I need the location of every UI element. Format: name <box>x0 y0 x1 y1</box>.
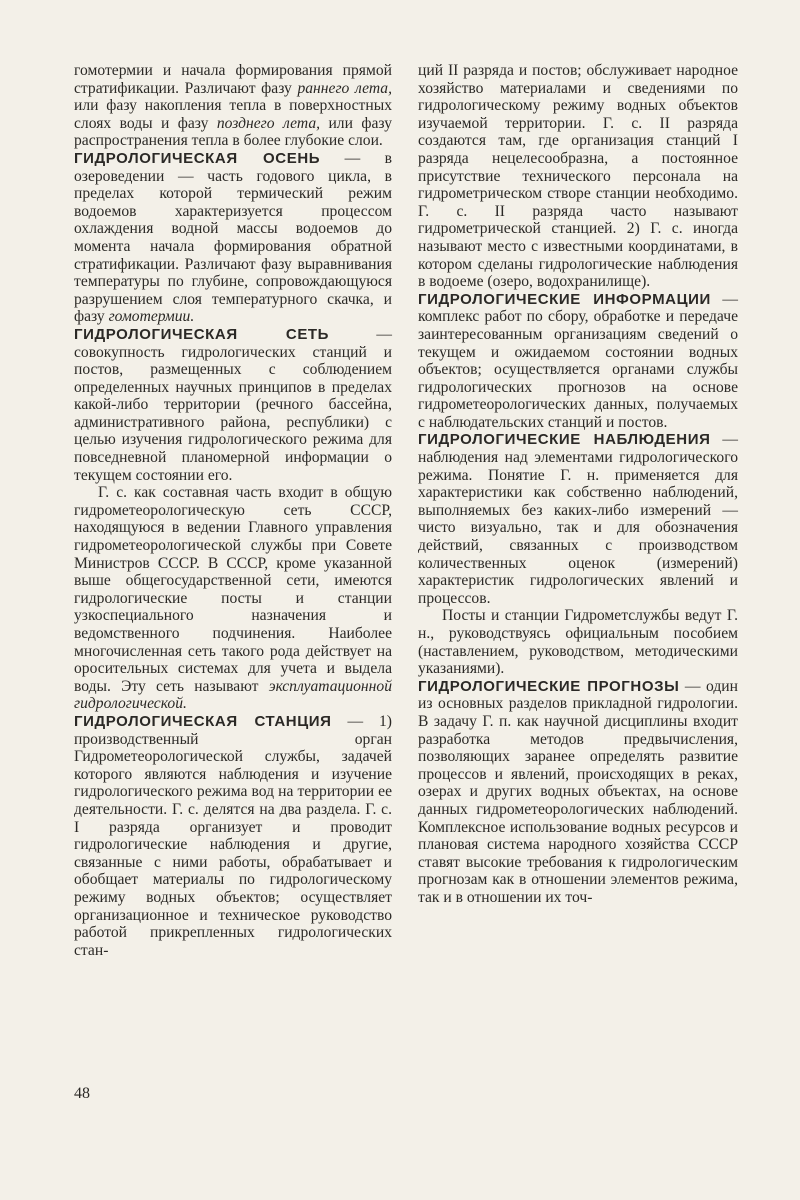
paragraph <box>74 484 392 713</box>
entry-term: ГИДРОЛОГИЧЕСКИЕ НАБЛЮДЕНИЯ <box>418 431 711 449</box>
body-text: Посты и станции Гидрометслужбы ведут Г. н., руководствуясь официальным пособием (наставлением, руководством, методическими указаниями). <box>418 607 738 678</box>
continued-paragraph <box>74 62 392 150</box>
dictionary-entry <box>74 326 392 484</box>
dictionary-entry <box>74 713 392 959</box>
body-text: — 1) производственный орган Гидрометеорологической службы, задачей которого являются наблюдения и изучение гидрологического режима вод на территории ее деятельности. Г. с. делятся на два раздела. Г. с. I разряда организует и проводит гидрологические наблюдения и другие, связанные с ними работы, обрабатывает и обобщает материалы по гидрологическому режиму водных объектов; осуществляет организационное и техническое руководство работой прикрепленных гидрологических стан- <box>74 712 392 959</box>
body-text: — совокупность гидрологических станций и постов, размещенных с соблюдением определенных научных принципов в пределах какой-либо территории (речного бассейна, административного района, республики) с целью изучения гидрологического режима для повседневной планомерной информации о текущем состоянии его. <box>74 325 392 484</box>
body-text: или фазу распространения тепла в более глубокие слои. <box>74 114 392 150</box>
entry-term: ГИДРОЛОГИЧЕСКИЕ ПРОГНОЗЫ <box>418 677 680 695</box>
entry-term: ГИДРОЛОГИЧЕСКАЯ СЕТЬ <box>74 325 330 343</box>
entry-term: ГИДРОЛОГИЧЕСКАЯ ОСЕНЬ <box>74 149 321 167</box>
page-number: 48 <box>74 1085 90 1102</box>
body-text: или фазу накопления тепла в поверхностных слоях воды и фазу <box>74 97 392 132</box>
body-text: — наблюдения над элементами гидрологического режима. Понятие Г. н. применяется для характеристики как собственно наблюдений, выполняемых без каких-либо измерений — чисто визуально, так и для обозначения действий, связанных с производством количественных оценок (измерений) характеристик гидрологических явлений и процессов. <box>418 431 738 607</box>
body-text: — в озероведении — часть годового цикла, в пределах которой термический режим водоемов характеризуется процессом охлаждения водной массы водоемов до момента начала формирования обратной стратификации. Различают фазу выравнивания температуры по глубине, сопровождающуюся разрушением слоя температурного скачка, и фазу <box>74 149 392 326</box>
dictionary-entry <box>418 431 738 607</box>
continued-paragraph <box>418 62 738 291</box>
body-text: Г. с. как составная часть входит в общую гидрометеорологическую сеть СССР, находящуюся в ведении Главного управления гидрометеорологической службы при Совете Министров СССР. В СССР, кроме указанной выше общегосударственной сети, имеются гидрологические посты и станции узкоспециального назначения и ведомственного подчинения. Наиболее многочисленная сеть такого рода действует на оросительных системах для учета и выдела воды. Эту сеть называют <box>74 484 392 695</box>
italic-term: эксплуатационной гидрологической. <box>74 677 392 713</box>
left-column <box>74 62 392 959</box>
italic-term: гомотермии. <box>108 308 195 326</box>
paragraph <box>418 607 738 677</box>
dictionary-entry <box>418 291 738 432</box>
italic-term: позднего лета, <box>216 114 321 132</box>
dictionary-entry <box>418 678 738 907</box>
body-text: ций II разряда и постов; обслуживает народное хозяйство материалами и сведениями по гидрологическому режиму водных объектов изучаемой территории. Г. с. II разряда создаются там, где организация станций I разряда нецелесообразна, а постоянное присутствие технического персонала на гидрометрическом створе станции необходимо. Г. с. II разряда часто называют гидрометрической станцией. 2) Г. с. иногда называют место с известными координатами, в котором сделаны гидрологические наблюдения в водоеме (озеро, водохранилище). <box>418 62 738 291</box>
body-text: — комплекс работ по сбору, обработке и передаче заинтересованным организациям сведений о текущем и ожидаемом состоянии водных объектов; осуществляется органами службы гидрологических прогнозов на основе гидрометеорологических данных, получаемых с наблюдательских станций и постов. <box>418 290 738 431</box>
body-text: — один из основных разделов прикладной гидрологии. В задачу Г. п. как научной дисциплины входит разработка методов предвычисления, позволяющих заранее определять развитие процессов и явлений, происходящих в реках, озерах и других водных объектах, на основе данных гидрометеорологических наблюдений. Комплексное использование водных ресурсов и плановая система народного хозяйства СССР ставят высокие требования к гидрологическим прогнозам как в отношении элементов режима, так и в отношении их точ- <box>418 677 738 906</box>
body-text: гомотермии и начала формирования прямой стратификации. Различают фазу <box>74 62 392 97</box>
dictionary-entry <box>74 150 392 326</box>
entry-term: ГИДРОЛОГИЧЕСКИЕ ИНФОРМАЦИИ <box>418 290 711 308</box>
italic-term: раннего лета, <box>297 79 392 97</box>
entry-term: ГИДРОЛОГИЧЕСКАЯ СТАНЦИЯ <box>74 712 332 730</box>
right-column <box>418 62 738 907</box>
